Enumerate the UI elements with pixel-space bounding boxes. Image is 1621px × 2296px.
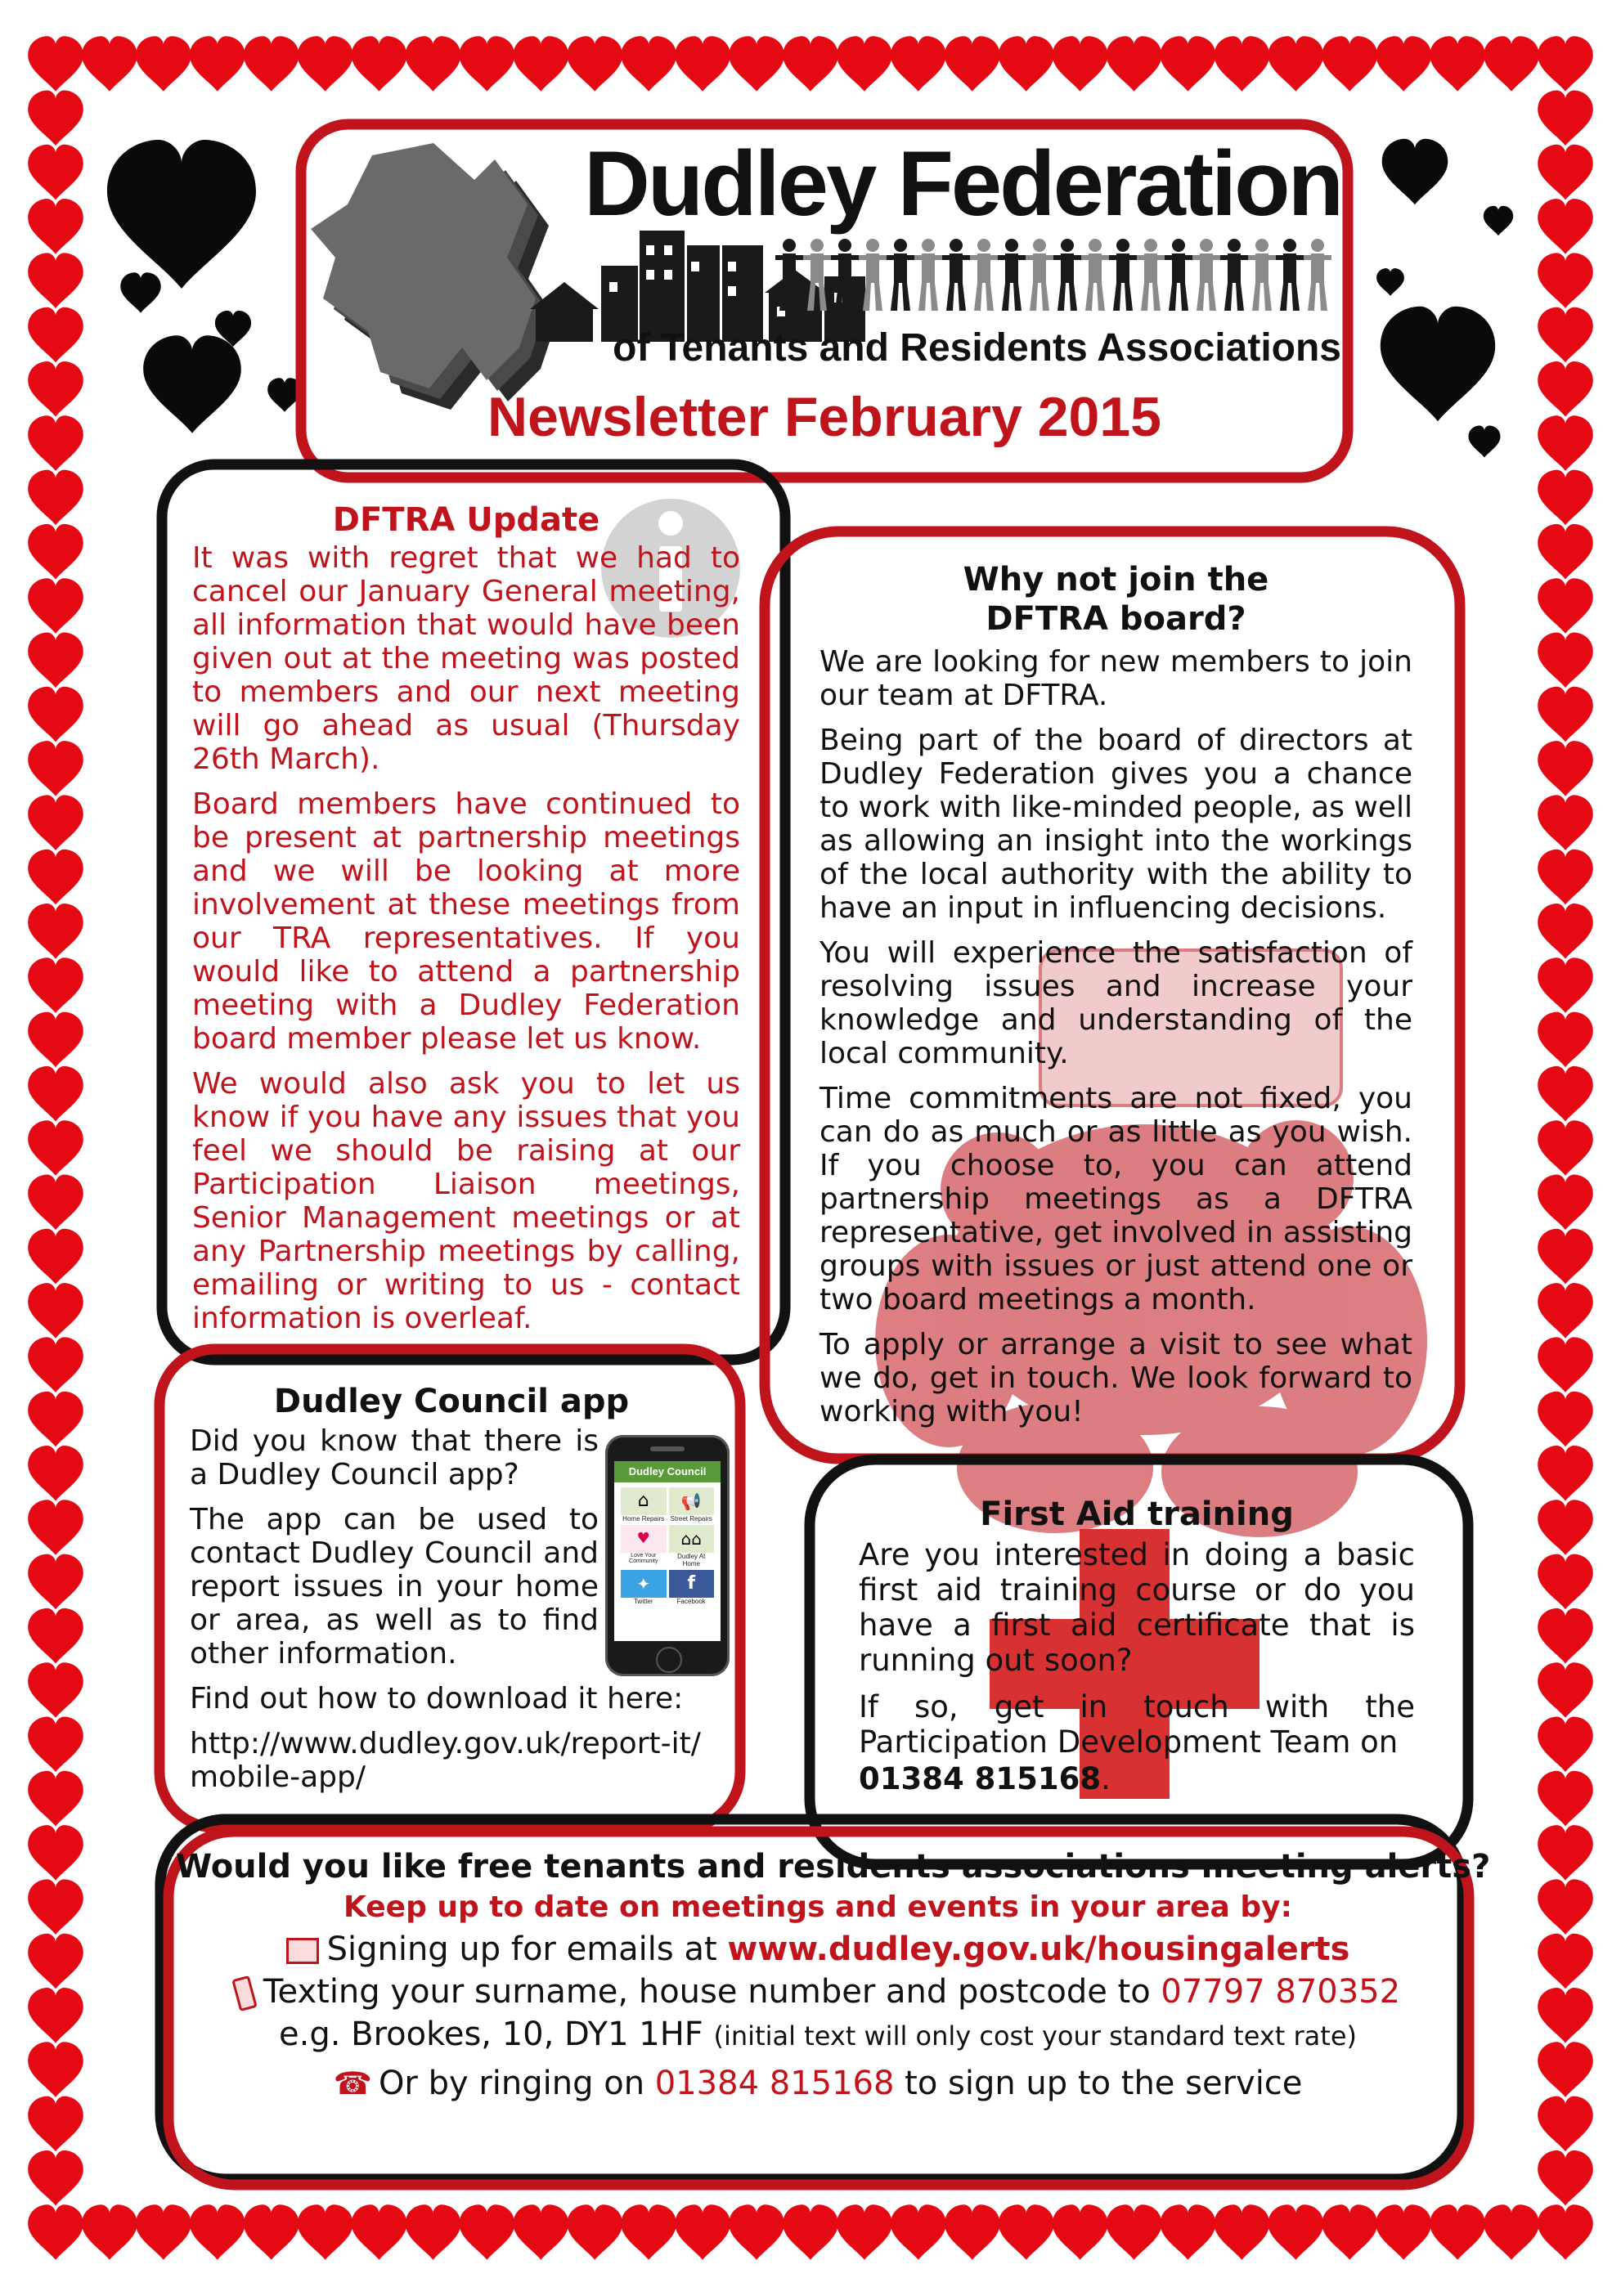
join-board-paragraph: Time commitments are not fixed, you can do as much or as little as you wish. If you choose to, you can attend partnership meetings as a DFTRA representative, get involved in assisting groups with issues or just attend one or two board meetings a month. xyxy=(819,1082,1412,1316)
love-heart-icon: ♥ xyxy=(621,1525,667,1553)
newsletter-title: Newsletter February 2015 xyxy=(487,386,1161,448)
alerts-ring-number: 01384 815168 xyxy=(654,2065,895,2102)
alerts-ring-suffix: to sign up to the service xyxy=(894,2065,1303,2102)
phone-speaker xyxy=(650,1446,685,1451)
computer-icon xyxy=(286,1938,319,1964)
phone-screen xyxy=(614,1461,721,1641)
join-board-heading-line2: DFTRA board? xyxy=(986,600,1246,638)
alerts-example-note: (initial text will only cost your standard text rate) xyxy=(713,2020,1357,2052)
phone-tile-twitter: ✦ Twitter xyxy=(621,1570,667,1605)
first-aid-paragraph xyxy=(859,1689,1415,1760)
alerts-heading: Would you like free tenants and residents associations meeting alerts? xyxy=(176,1848,1491,1886)
alerts-section xyxy=(176,1846,1491,2105)
alerts-text-text: Texting your surname, house number and postcode to xyxy=(263,1973,1161,2011)
first-aid-contact-text: If so, get in touch with the Participation Development Team on xyxy=(859,1689,1415,1760)
first-aid-phone-line xyxy=(859,1761,1415,1796)
first-aid-phone: 01384 815168 xyxy=(859,1761,1102,1796)
council-app-heading: Dudley Council app xyxy=(273,1383,630,1420)
alerts-ring-text: Or by ringing on xyxy=(378,2065,655,2102)
dftra-update-paragraph: Board members have continued to be present at partnership meetings and we will be looking at more involvement at these meetings from our TRA representatives. If you would like to attend a partnership meeting with a Dudley Federation board member please let us know. xyxy=(192,787,740,1056)
twitter-bird-icon: ✦ xyxy=(621,1570,667,1598)
mobile-phone-icon xyxy=(231,1975,258,2011)
phone-home-button xyxy=(656,1647,682,1673)
phone-tile-facebook: f Facebook xyxy=(669,1570,715,1605)
alerts-text-line xyxy=(176,1971,1460,2013)
header-subtitle: of Tenants and Residents Associations xyxy=(613,326,1341,370)
dftra-update-paragraph: It was with regret that we had to cancel our January General meeting, all information that would have been given out at the meeting was posted to members and our next meeting will go ahead as usual (Thursday 26th March). xyxy=(192,541,740,776)
first-aid-heading: First Aid training xyxy=(980,1496,1294,1533)
dftra-update-heading: DFTRA Update xyxy=(332,501,600,539)
house-icon: ⌂ xyxy=(621,1487,667,1515)
first-aid-paragraph: Are you interested in doing a basic first aid training course or do you have a first aid certificate that is running out soon? xyxy=(859,1537,1415,1678)
first-aid-phone-suffix: . xyxy=(1101,1761,1111,1796)
join-board-paragraph: To apply or arrange a visit to see what we do, get in touch. We look forward to working with you! xyxy=(819,1328,1412,1428)
alerts-email-line xyxy=(176,1928,1460,1971)
dftra-update-section xyxy=(192,500,740,1347)
phone-tile-street-repairs: 📢 Street Repairs xyxy=(669,1487,715,1522)
alerts-ring-line xyxy=(176,2062,1460,2105)
alerts-email-text: Signing up for emails at xyxy=(326,1931,728,1968)
facebook-f-icon: f xyxy=(669,1570,715,1598)
phone-tile-love-community: ♥ Love Your Community xyxy=(621,1525,667,1567)
join-board-paragraph: You will experience the satisfaction of resolving issues and increase your knowledge and understanding of the local community. xyxy=(819,936,1412,1070)
alerts-subheading: Keep up to date on meetings and events in your area by: xyxy=(343,1890,1293,1924)
phone-image xyxy=(605,1435,730,1676)
council-app-paragraph: The app can be used to contact Dudley Council and report issues in your home or area, as well as to find other information. xyxy=(190,1503,599,1670)
phone-tile-home-repairs: ⌂ Home Repairs xyxy=(621,1487,667,1522)
telephone-icon: ☎ xyxy=(333,2065,372,2101)
council-app-link[interactable]: http://www.dudley.gov.uk/report-it/mobile-app/ xyxy=(190,1727,701,1794)
join-board-section xyxy=(819,560,1412,1440)
alerts-text-number: 07797 870352 xyxy=(1161,1973,1401,2011)
alerts-example-line xyxy=(176,2013,1460,2057)
header-title: Dudley Federation xyxy=(583,132,1341,235)
first-aid-section xyxy=(859,1495,1415,1796)
council-app-paragraph: Did you know that there is a Dudley Council app? xyxy=(190,1424,599,1491)
housing-alerts-link[interactable]: www.dudley.gov.uk/housingalerts xyxy=(727,1931,1350,1968)
council-app-paragraph: Find out how to download it here: xyxy=(190,1682,684,1715)
join-board-heading-line1: Why not join the xyxy=(963,561,1269,599)
phone-tile-dudley-at-home: ⌂⌂ Dudley At Home xyxy=(669,1525,715,1567)
dftra-update-paragraph: We would also ask you to let us know if you have any issues that you feel we should be raising at our Participation Liaison meetings, Senior Management meetings or at any Partnership meetings by calling, emailing or writing to us - contact information is overleaf. xyxy=(192,1067,740,1335)
houses-icon: ⌂⌂ xyxy=(669,1525,715,1553)
join-board-paragraph: We are looking for new members to join our team at DFTRA. xyxy=(819,645,1412,712)
phone-screen-header: Dudley Council xyxy=(614,1461,721,1482)
join-board-paragraph: Being part of the board of directors at Dudley Federation gives you a chance to work with like-minded people, as well as allowing an insight into the workings of the local authority with the ability to have an input in influencing decisions. xyxy=(819,724,1412,925)
alerts-example: e.g. Brookes, 10, DY1 1HF xyxy=(279,2016,703,2053)
megaphone-icon: 📢 xyxy=(669,1487,715,1515)
